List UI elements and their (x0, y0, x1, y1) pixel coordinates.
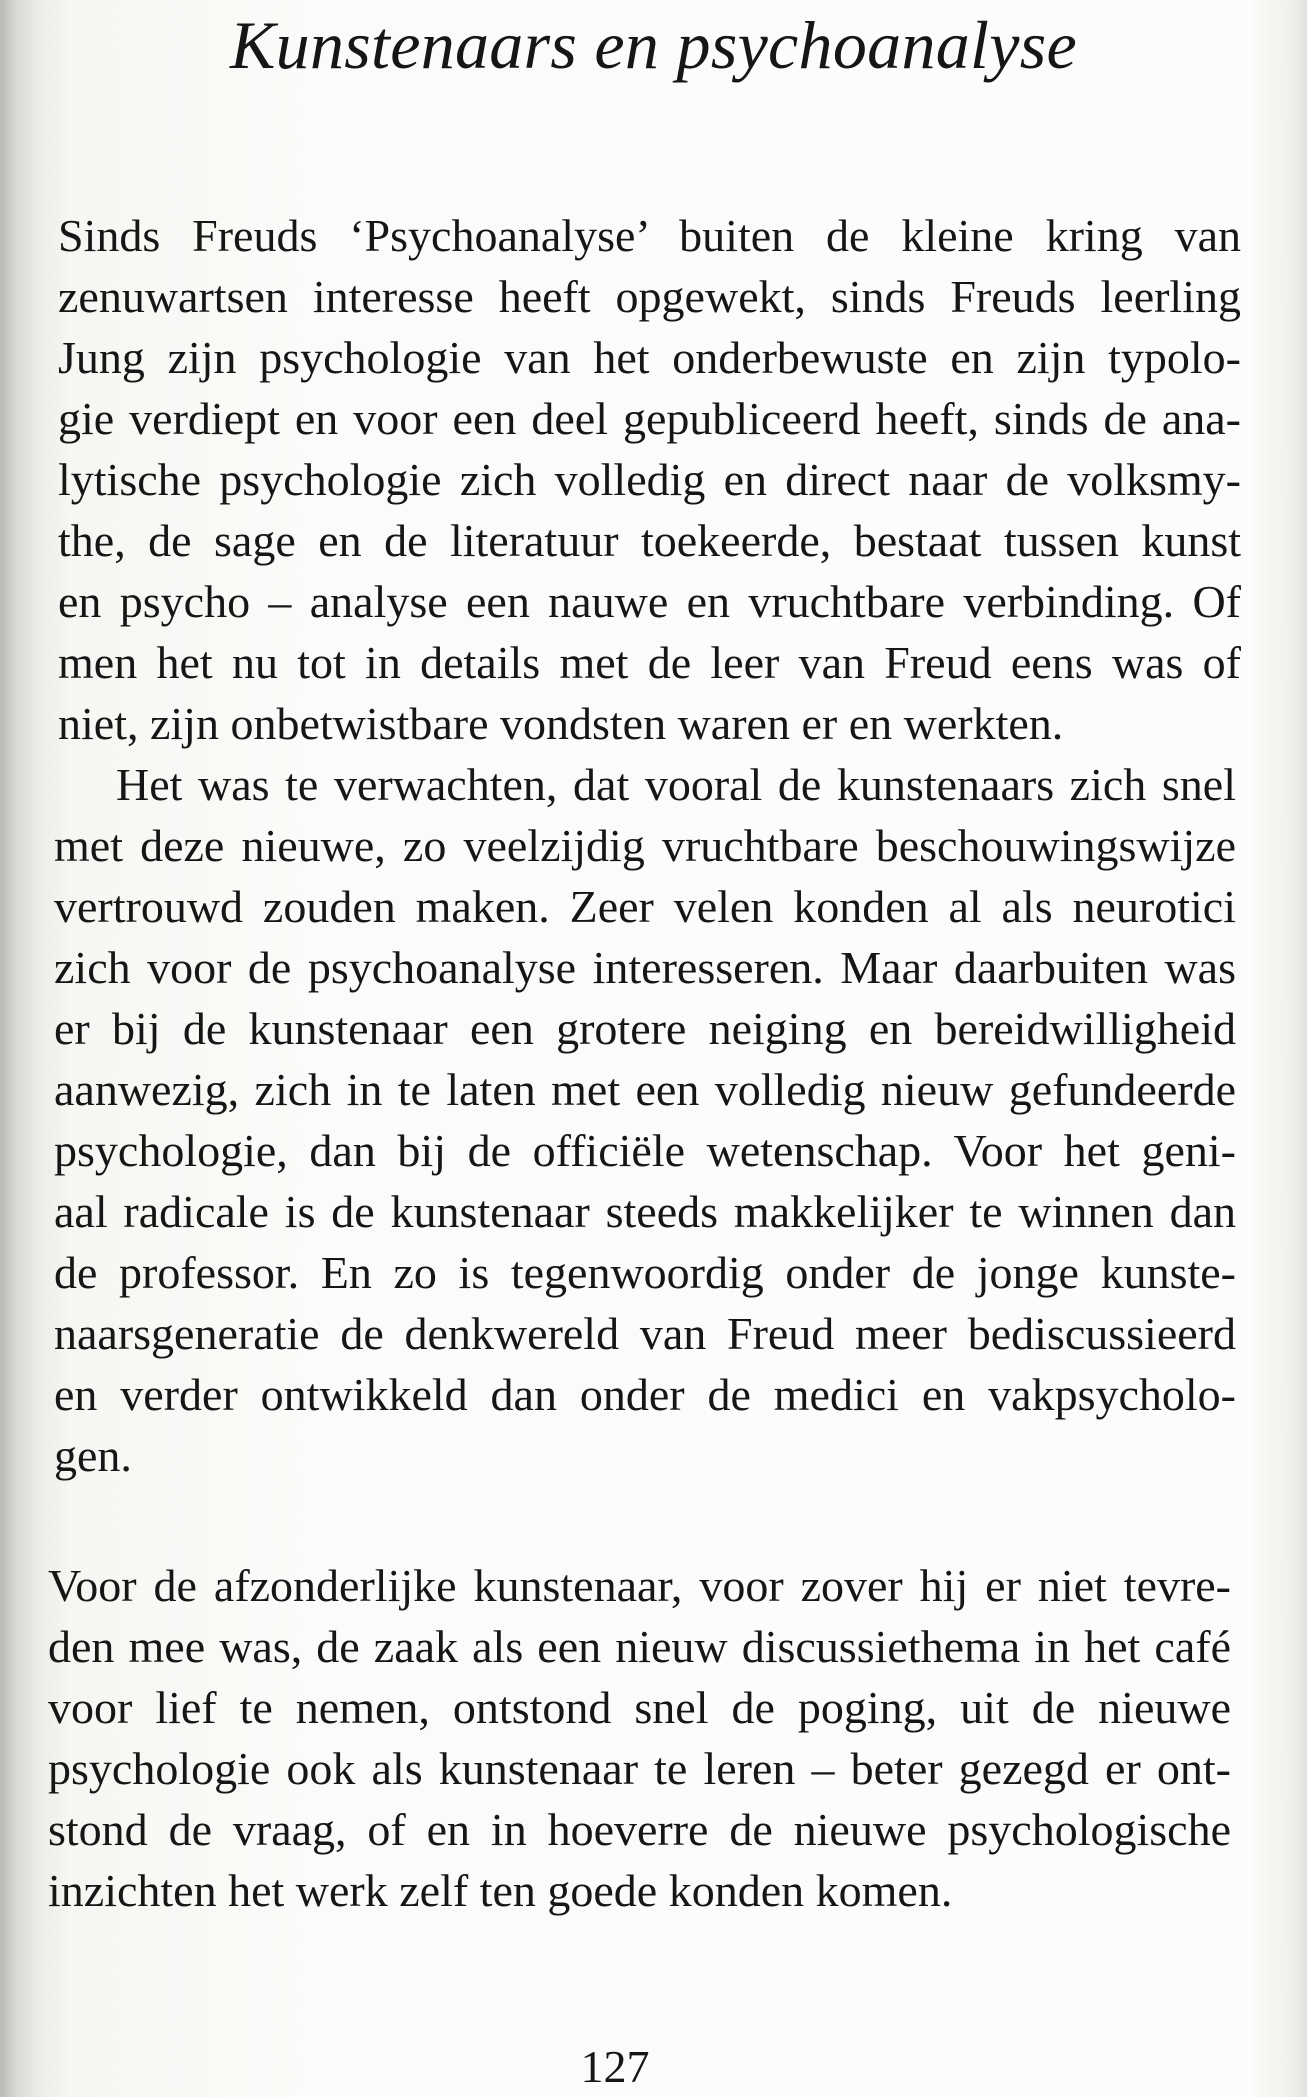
text-line: de professor. En zo is tegenwoordig onder de jonge kunste- (54, 1247, 1236, 1298)
text-line: aal radicale is de kunstenaar steeds makkelijker te winnen dan (54, 1186, 1236, 1237)
text-line: aanwezig, zich in te laten met een volledig nieuw gefundeerde (54, 1064, 1236, 1115)
text-line: en psycho – analyse een nauwe en vruchtbare verbinding. Of (58, 576, 1241, 627)
text-line: voor lief te nemen, ontstond snel de poging, uit de nieuwe (48, 1682, 1231, 1733)
text-line: en verder ontwikkeld dan onder de medici en vakpsycholo- (54, 1369, 1236, 1420)
text-line: Jung zijn psychologie van het onderbewuste en zijn typolo- (58, 332, 1241, 383)
text-line: niet, zijn onbetwistbare vondsten waren er en werkten. (58, 698, 1064, 749)
text-line: the, de sage en de literatuur toekeerde, bestaat tussen kunst (58, 515, 1241, 566)
text-line: gie verdiept en voor een deel gepubliceerd heeft, sinds de ana- (58, 393, 1241, 444)
text-line: lytische psychologie zich volledig en direct naar de volksmy- (58, 454, 1241, 505)
text-line: zich voor de psychoanalyse interesseren. Maar daarbuiten was (54, 942, 1236, 993)
page-title: Kunstenaars en psychoanalyse (230, 7, 1077, 83)
text-line: Het was te verwachten, dat vooral de kunstenaars zich snel (116, 759, 1236, 810)
text-line: gen. (54, 1430, 132, 1481)
page-number: 127 (580, 2041, 650, 2092)
paragraph-1 (58, 205, 1241, 754)
paragraph-2 (54, 754, 1236, 1486)
text-line: er bij de kunstenaar een grotere neiging en bereidwilligheid (54, 1003, 1236, 1054)
text-line: Voor de afzonderlijke kunstenaar, voor zover hij er niet tevre- (48, 1560, 1231, 1611)
text-line: Sinds Freuds ‘Psychoanalyse’ buiten de kleine kring van (58, 210, 1241, 261)
text-line: psychologie, dan bij de officiële wetenschap. Voor het geni- (54, 1125, 1236, 1176)
text-line: vertrouwd zouden maken. Zeer velen konden al als neurotici (54, 881, 1236, 932)
text-line: inzichten het werk zelf ten goede konden komen. (48, 1865, 953, 1916)
text-line: naarsgeneratie de denkwereld van Freud meer bediscussieerd (54, 1308, 1236, 1359)
text-line: met deze nieuwe, zo veelzijdig vruchtbare beschouwingswijze (54, 820, 1236, 871)
text-line: stond de vraag, of en in hoeverre de nieuwe psychologische (48, 1804, 1231, 1855)
text-line: psychologie ook als kunstenaar te leren – beter gezegd er ont- (48, 1743, 1231, 1794)
text-line: den mee was, de zaak als een nieuw discussiethema in het café (48, 1621, 1231, 1672)
paragraph-3 (48, 1555, 1231, 1921)
page-number-area (540, 2036, 690, 2092)
text-line: men het nu tot in details met de leer van Freud eens was of (58, 637, 1241, 688)
text-line: zenuwartsen interesse heeft opgewekt, sinds Freuds leerling (58, 271, 1241, 322)
